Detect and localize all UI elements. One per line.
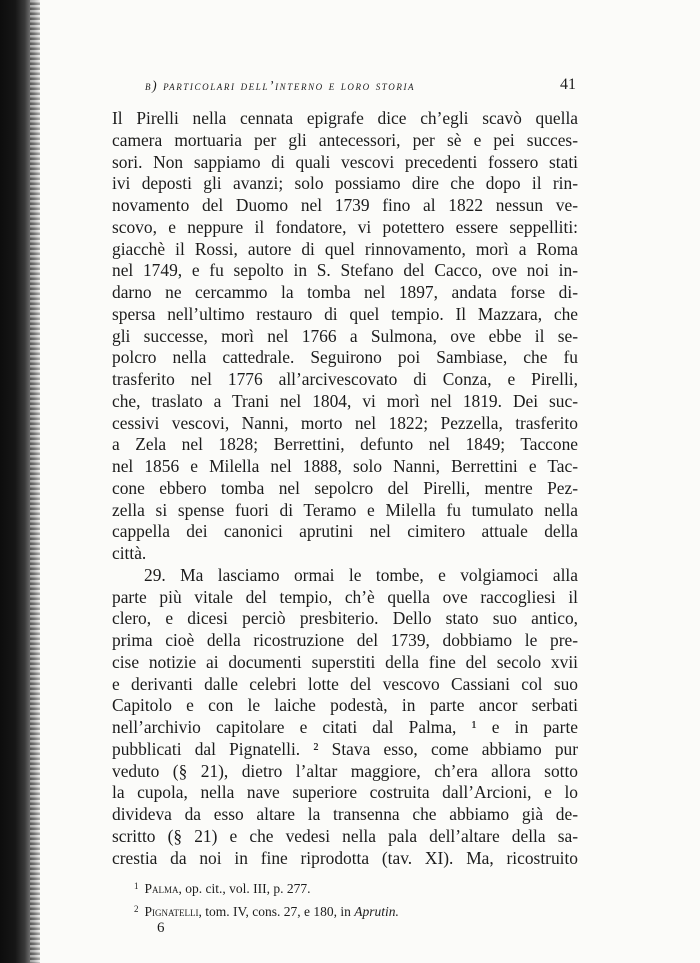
footnotes <box>112 876 578 922</box>
text-line: Capitolo e con le laiche podestà, in parte ancor serbati <box>112 695 578 716</box>
text-line: cappella dei canonici aprutini nel cimitero attuale della <box>112 521 578 542</box>
text-line: Il Pirelli nella cennata epigrafe dice ch’egli scavò quella <box>112 108 578 128</box>
text-line: sori. Non sappiamo di quali vescovi precedenti fossero stati <box>112 151 578 172</box>
text-line: scritto (§ 21) e che vedesi nella pala dell’altare della sa- <box>112 825 578 846</box>
text-line: cise notizie ai documenti superstiti della fine del secolo xvii <box>112 651 578 672</box>
footnote-author: Pignatelli <box>144 904 199 919</box>
footnote <box>112 899 578 922</box>
text-line: veduto (§ 21), dietro l’altar maggiore, ch’era allora sotto <box>112 760 578 781</box>
footnote-author: Palma <box>144 881 179 896</box>
text-line: ivi deposti gli avanzi; solo possiamo dire che dopo il rin- <box>112 173 578 194</box>
footnote-mark: 2 <box>134 904 139 914</box>
text-line: nel 1749, e fu sepolto in S. Stefano del Cacco, ove noi in- <box>112 260 578 281</box>
text-line: cone ebbero tomba nel sepolcro del Pirelli, mentre Pez- <box>112 477 578 498</box>
page-number: 41 <box>560 76 576 93</box>
running-head: b) particolari dell’interno e loro storia <box>145 78 416 93</box>
text-line: spersa nell’ultimo restauro di quel tempio. Il Mazzara, che <box>112 303 578 324</box>
text-line: divideva da esso altare la transenna che abbiamo già de- <box>112 804 578 824</box>
text-line: città. <box>112 543 147 563</box>
text-line: che, traslato a Trani nel 1804, vi morì nel 1819. Dei suc- <box>112 390 578 411</box>
text-line: camera mortuaria per gli antecessori, per sè e pei succes- <box>112 129 578 150</box>
text-line: parte più vitale del tempio, ch’è quella ove raccogliesi il <box>112 586 578 607</box>
text-line: scovo, e neppure il fondatore, vi potettero essere seppelliti: <box>112 216 578 237</box>
text-line: clero, e dicesi perciò presbiterio. Dello stato suo antico, <box>112 608 578 629</box>
text-line: pubblicati dal Pignatelli. ² Stava esso, come abbiamo pur <box>112 738 578 759</box>
text-line: crestia da noi in fine riprodotta (tav. XI). Ma, ricostruito <box>112 847 578 868</box>
text-line: prima cioè della ricostruzione del 1739, dobbiamo le pre- <box>112 630 578 650</box>
body-text <box>112 108 578 869</box>
text-line: nel 1856 e Milella nel 1888, solo Nanni, Berrettini e Tac- <box>112 456 578 476</box>
book-spine-shadow <box>0 0 40 963</box>
text-line: a Zela nel 1828; Berrettini, defunto nel 1849; Taccone <box>112 434 578 455</box>
footnote-text: , tom. IV, cons. 27, e 180, in <box>198 904 355 919</box>
text-line: la cupola, nella nave superiore costruita dall’Arcioni, e lo <box>112 782 578 803</box>
text-line: nell’archivio capitolare e citati dal Palma, ¹ e in parte <box>112 717 578 737</box>
text-line: e derivanti dalle celebri lotte del vescovo Cassiani col suo <box>112 673 578 694</box>
text-line: giacchè il Rossi, autore di quel rinnovamento, morì a Roma <box>112 238 578 259</box>
paragraph-start-line: 29. Ma lasciamo ormai le tombe, e volgiamoci alla <box>144 564 578 585</box>
text-line: zella si spense fuori di Teramo e Milella fu tumulato nella <box>112 499 578 520</box>
page-header <box>145 78 576 98</box>
text-line: trasferito nel 1776 all’arcivescovato di Conza, e Pirelli, <box>112 369 578 389</box>
footnote-italic-text: Aprutin. <box>354 904 399 919</box>
text-line: darno ne cercammo la tomba nel 1897, andata forse di- <box>112 282 578 302</box>
footnote <box>112 876 578 899</box>
text-line: gli successe, morì nel 1766 a Sulmona, ove ebbe il se- <box>112 325 578 346</box>
signature-mark: 6 <box>157 920 165 936</box>
text-line: polcro nella cattedrale. Seguirono poi Sambiase, che fu <box>112 347 578 368</box>
text-line: novamento del Duomo nel 1739 fino al 1822 nessun ve- <box>112 195 578 215</box>
footnote-mark: 1 <box>134 881 139 891</box>
text-line: cessivi vescovi, Nanni, morto nel 1822; Pezzella, trasferito <box>112 412 578 433</box>
footnote-text: , op. cit., vol. III, p. 277. <box>178 881 311 896</box>
